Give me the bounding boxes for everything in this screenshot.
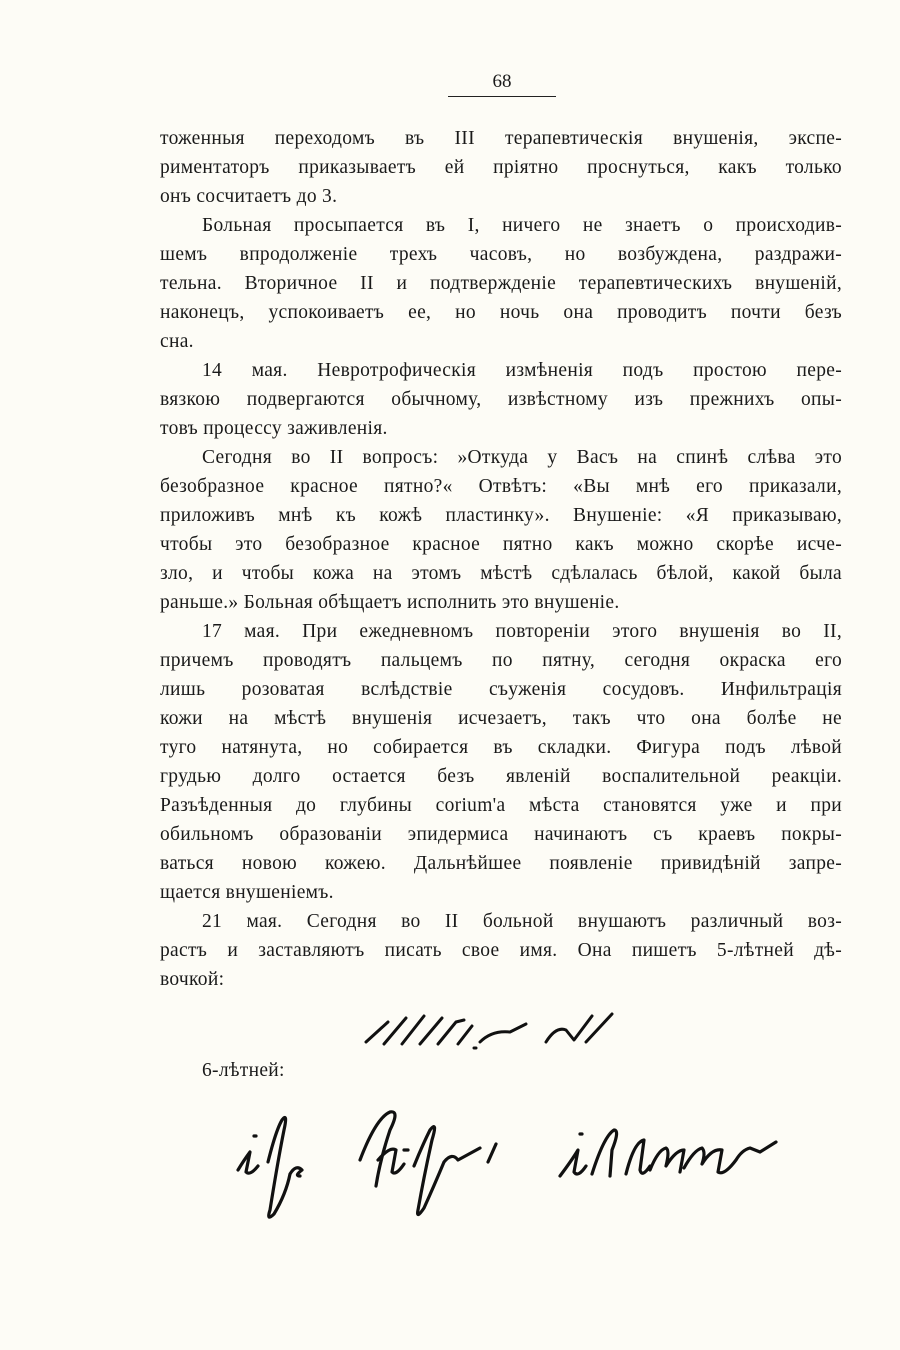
text-line: 17 мая. При ежедневномъ повтореніи этого внушенія во II, <box>202 621 842 642</box>
handwriting-six-year-sample <box>230 1090 790 1230</box>
text-line: чтобы это безобразное красное пятно какъ можно скорѣе исче- <box>160 534 842 555</box>
text-line: зло, и чтобы кожа на этомъ мѣстѣ сдѣлалась бѣлой, какой была <box>160 563 842 584</box>
text-line: лишь розоватая вслѣдствіе съуженія сосудовъ. Инфильтрація <box>160 679 842 700</box>
text-line: 14 мая. Невротрофическія измѣненія подъ простою пере- <box>202 360 842 381</box>
text-line: вочкой: <box>160 969 225 990</box>
text-line: щается внушеніемъ. <box>160 882 334 903</box>
text-line: тоженныя переходомъ въ III терапевтическія внушенія, экспе- <box>160 128 842 149</box>
handwriting-five-year-sample <box>360 1000 660 1060</box>
text-line: обильномъ образованіи эпидермиса начинаютъ съ краевъ покры- <box>160 824 842 845</box>
text-line: вязкою подвергаются обычному, извѣстному изъ прежнихъ опы- <box>160 389 842 410</box>
text-line: раньше.» Больная обѣщаетъ исполнить это внушеніе. <box>160 592 620 613</box>
page-number-rule <box>448 96 556 97</box>
text-line: товъ процессу заживленія. <box>160 418 388 439</box>
text-line: Сегодня во II вопросъ: »Откуда у Васъ на спинѣ слѣва это <box>202 447 842 468</box>
text-line: шемъ впродолженіе трехъ часовъ, но возбуждена, раздражи- <box>160 244 842 265</box>
text-line: Разъѣденныя до глубины corium'а мѣста становятся уже и при <box>160 795 842 816</box>
text-line: тельна. Вторичное II и подтвержденіе терапевтическихъ внушеній, <box>160 273 842 294</box>
text-line: риментаторъ приказываетъ ей пріятно проснуться, какъ только <box>160 157 842 178</box>
text-line: кожи на мѣстѣ внушенія исчезаетъ, такъ что она болѣе не <box>160 708 842 729</box>
text-line: онъ сосчитаетъ до 3. <box>160 186 338 207</box>
text-line: грудью долго остается безъ явленій воспалительной реакціи. <box>160 766 842 787</box>
text-line: ваться новою кожею. Дальнѣйшее появленіе привидѣній запре- <box>160 853 842 874</box>
label-six-year: 6-лѣтней: <box>202 1060 285 1081</box>
body-text <box>160 124 842 994</box>
text-line: сна. <box>160 331 194 352</box>
text-line: Больная просыпается въ I, ничего не знаетъ о происходив- <box>202 215 842 236</box>
text-line: растъ и заставляютъ писать свое имя. Она пишетъ 5-лѣтней дѣ- <box>160 940 842 961</box>
page-number: 68 <box>492 71 512 92</box>
text-line: причемъ проводятъ пальцемъ по пятну, сегодня окраска его <box>160 650 842 671</box>
text-line: приложивъ мнѣ къ кожѣ пластинку». Внушеніе: «Я приказываю, <box>160 505 842 526</box>
text-line: туго натянута, но собирается въ складки. Фигура подъ лѣвой <box>160 737 842 758</box>
text-line: безобразное красное пятно?« Отвѣтъ: «Вы мнѣ его приказали, <box>160 476 842 497</box>
text-line: наконецъ, успокоиваетъ ее, но ночь она проводитъ почти безъ <box>160 302 842 323</box>
text-line: 21 мая. Сегодня во II больной внушаютъ различный воз- <box>202 911 842 932</box>
